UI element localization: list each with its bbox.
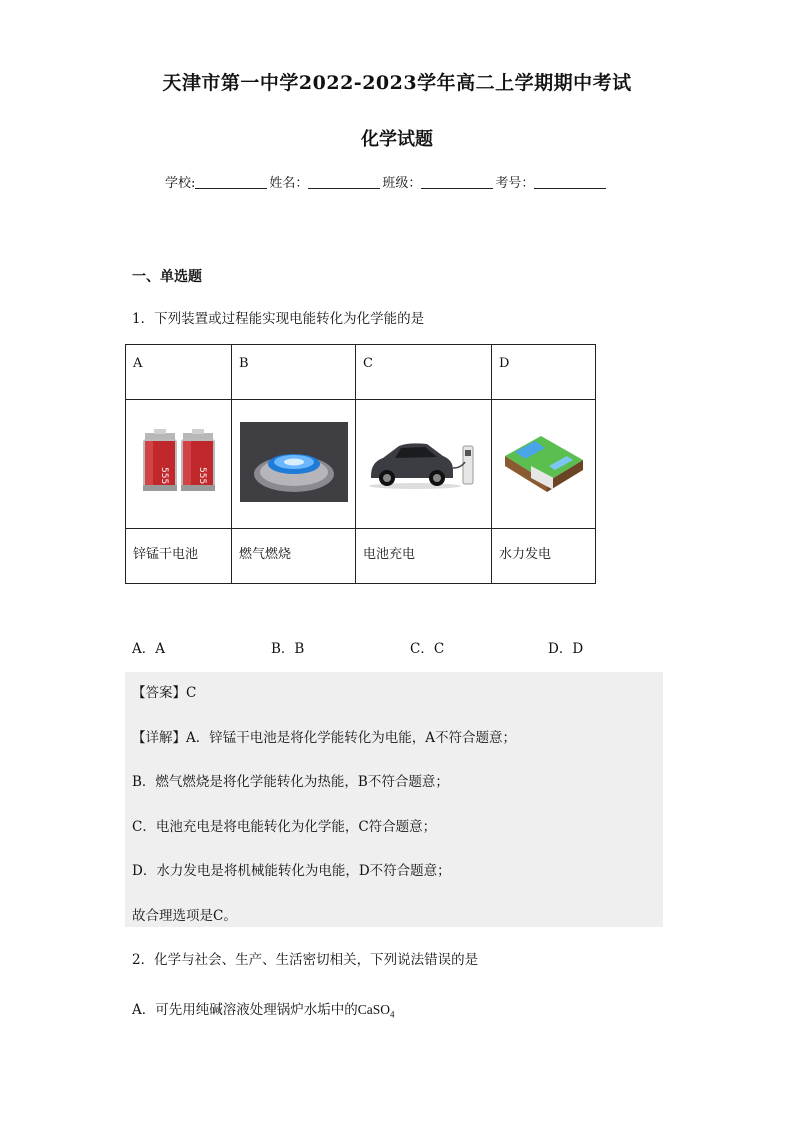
electric-car-charging-image-cell (356, 400, 492, 529)
explanation-line-3: C．电池充电是将电能转化为化学能，C符合题意； (132, 819, 437, 835)
formula-text: CaSO (357, 1002, 391, 1017)
school-blank[interactable] (195, 175, 267, 189)
table-label-d: D (492, 345, 596, 400)
table-caption-a: 锌锰干电池 (126, 529, 232, 584)
explanation-line-1: 【详解】A．锌锰干电池是将化学能转化为电能，A不符合题意； (132, 730, 516, 746)
hydro-dam-image-cell (492, 400, 596, 529)
name-label: 姓名： (269, 176, 309, 191)
section-heading: 一、单选题 (132, 269, 202, 285)
svg-text:555: 555 (158, 467, 169, 485)
table-caption-b: 燃气燃烧 (232, 529, 356, 584)
svg-text:555: 555 (196, 467, 207, 485)
battery-image-cell (126, 400, 232, 529)
options-table (125, 344, 596, 584)
student-info-line (165, 172, 608, 191)
choice-d[interactable]: D．D (548, 641, 584, 657)
choice-c[interactable]: C．C (410, 641, 445, 657)
exam-title: 天津市第一中学2022-2023学年高二上学期期中考试 (162, 72, 632, 94)
class-blank[interactable] (421, 175, 493, 189)
school-label: 学校: (165, 176, 196, 191)
class-label: 班级： (382, 176, 422, 191)
answer-line: 【答案】C (132, 685, 197, 701)
explanation-line-2: B．燃气燃烧是将化学能转化为热能，B不符合题意； (132, 774, 449, 790)
exam-number-label: 考号： (495, 176, 535, 191)
gas-flame-image-cell (232, 400, 356, 529)
explanation-line-5: 故合理选项是C。 (132, 908, 237, 924)
choice-a[interactable]: A．A (132, 641, 165, 657)
answer-panel (125, 672, 663, 927)
table-label-b: B (232, 345, 356, 400)
exam-subtitle: 化学试题 (361, 129, 433, 150)
battery-image (139, 427, 219, 501)
table-label-c: C (356, 345, 492, 400)
table-caption-d: 水力发电 (492, 529, 596, 584)
gas-flame-image (240, 422, 348, 506)
table-label-a: A (126, 345, 232, 400)
formula-subscript: 4 (390, 1009, 395, 1020)
name-blank[interactable] (308, 175, 380, 189)
table-caption-c: 电池充电 (356, 529, 492, 584)
hydro-dam-image (501, 426, 587, 502)
choice-b[interactable]: B．B (271, 641, 305, 657)
exam-number-blank[interactable] (534, 175, 606, 189)
explanation-line-4: D．水力发电是将机械能转化为电能，D不符合题意； (132, 863, 451, 879)
question-1-stem: 1．下列装置或过程能实现电能转化为化学能的是 (132, 311, 425, 327)
caso4-formula (357, 1002, 395, 1020)
electric-car-charging-image (365, 432, 483, 496)
question-2-option-a (132, 998, 395, 1020)
option-a-text: A．可先用纯碱溶液处理锅炉水垢中的 (132, 1002, 358, 1018)
question-2-stem: 2．化学与社会、生产、生活密切相关，下列说法错误的是 (132, 952, 479, 968)
